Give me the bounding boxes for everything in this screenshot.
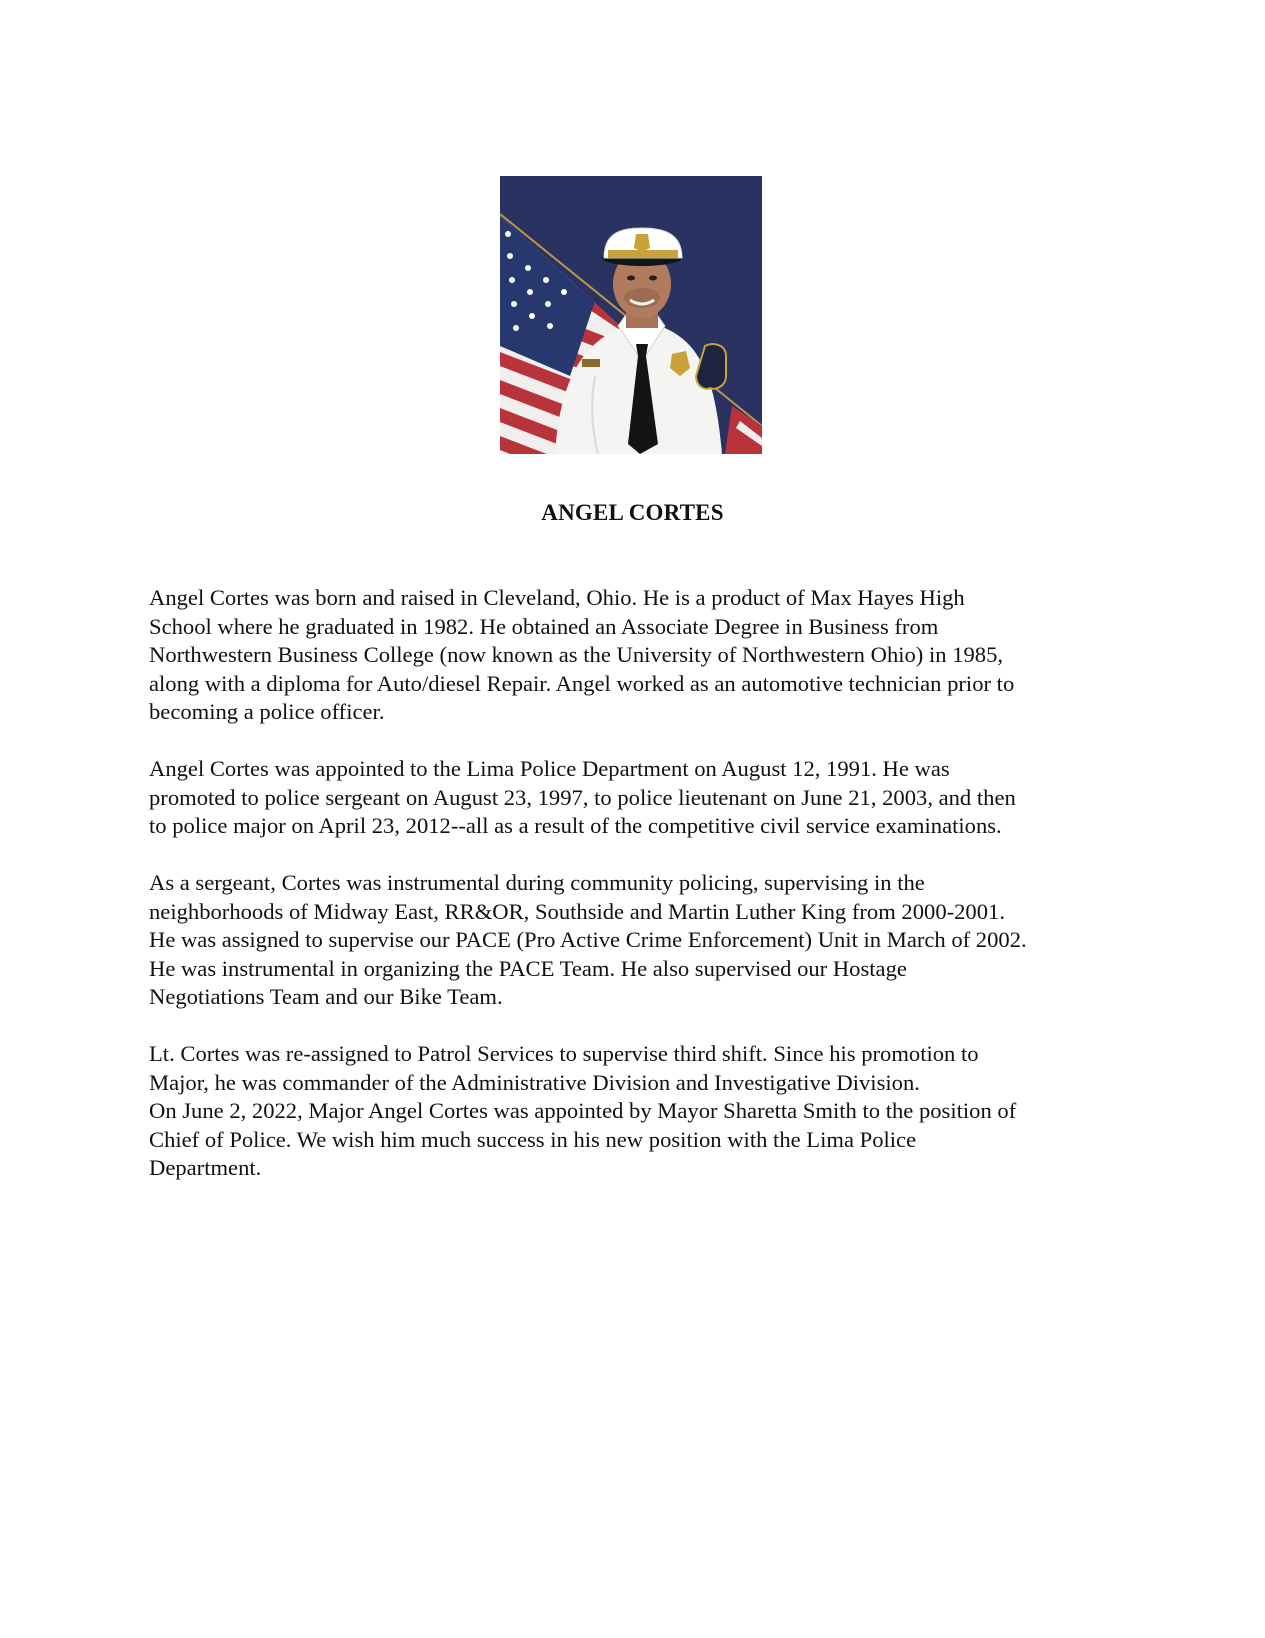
text-line: As a sergeant, Cortes was instrumental during community policing, supervising in the bbox=[149, 870, 925, 895]
text-line: Chief of Police. We wish him much success in his new position with the Lima Police bbox=[149, 1126, 917, 1152]
text-line: neighborhoods of Midway East, RR&OR, Southside and Martin Luther King from 2000-2001. bbox=[149, 898, 1005, 924]
text-line: along with a diploma for Auto/diesel Repair. Angel worked as an automotive technician prior to bbox=[149, 670, 1015, 696]
text-line: Major, he was commander of the Administrative Division and Investigative Division. bbox=[149, 1069, 920, 1095]
text-line: School where he graduated in 1982. He obtained an Associate Degree in Business from bbox=[149, 613, 939, 639]
text-line: Angel Cortes was appointed to the Lima Police Department on August 12, 1991. He was bbox=[149, 756, 950, 781]
text-line: to police major on April 23, 2012--all as a result of the competitive civil service examinations. bbox=[149, 813, 1002, 838]
text-line: On June 2, 2022, Major Angel Cortes was appointed by Mayor Sharetta Smith to the position of bbox=[149, 1098, 1017, 1123]
text-line: promoted to police sergeant on August 23, 1997, to police lieutenant on June 21, 2003, and then bbox=[149, 784, 1016, 810]
page-title: ANGEL CORTES bbox=[541, 500, 724, 525]
text-line: Angel Cortes was born and raised in Cleveland, Ohio. He is a product of Max Hayes High bbox=[149, 585, 965, 610]
biography bbox=[149, 584, 1139, 1183]
paragraph-chief bbox=[149, 1040, 1139, 1183]
text-line: Department. bbox=[149, 1155, 262, 1180]
paragraph-sergeant bbox=[149, 869, 1139, 1012]
paragraph-appointment bbox=[149, 755, 1139, 841]
text-line: Negotiations Team and our Bike Team. bbox=[149, 984, 503, 1009]
text-line: Northwestern Business College (now known as the University of Northwestern Ohio) in 1985, bbox=[149, 642, 1004, 667]
portrait-illustration bbox=[500, 176, 762, 454]
text-line: He was assigned to supervise our PACE (Pro Active Crime Enforcement) Unit in March of 2002. bbox=[149, 927, 1027, 952]
paragraph-early-life bbox=[149, 584, 1139, 727]
text-line: He was instrumental in organizing the PACE Team. He also supervised our Hostage bbox=[149, 955, 907, 981]
text-line: becoming a police officer. bbox=[149, 699, 385, 724]
text-line: Lt. Cortes was re-assigned to Patrol Services to supervise third shift. Since his promotion to bbox=[149, 1041, 979, 1066]
portrait-photo bbox=[500, 176, 762, 454]
